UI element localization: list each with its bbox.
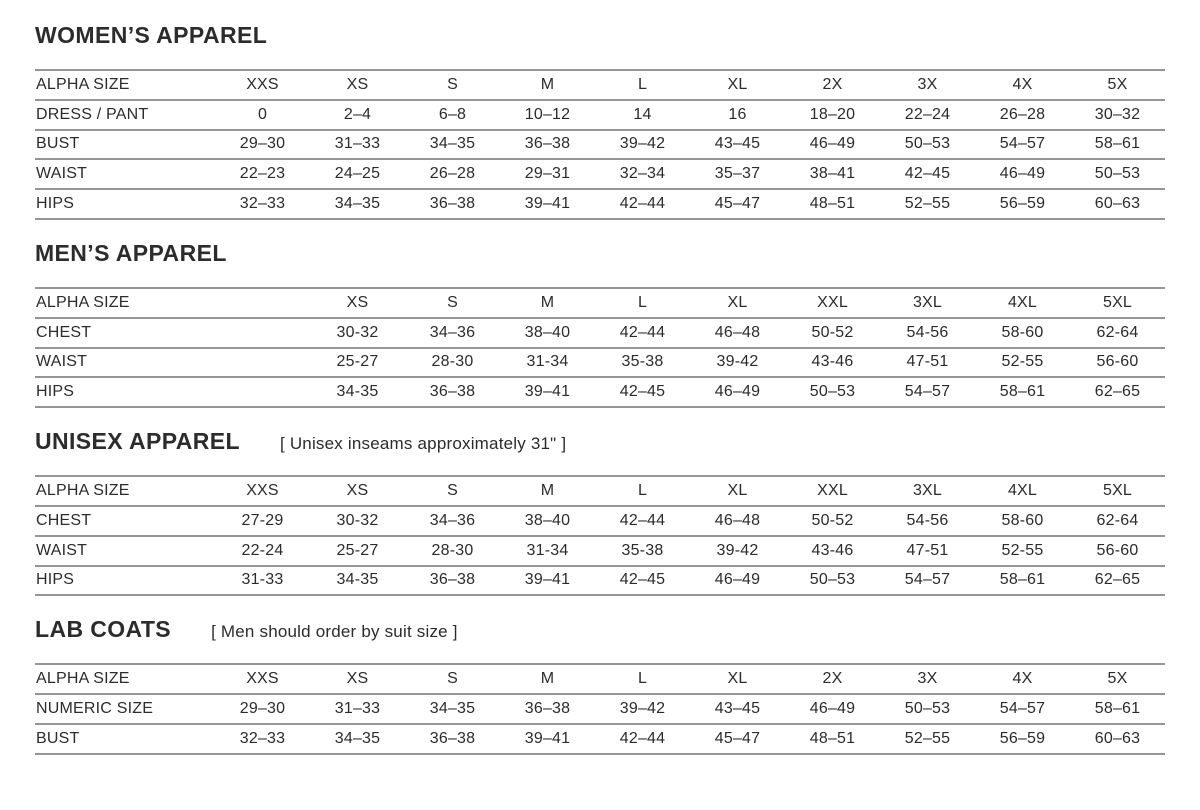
cell-value: S [405,664,500,694]
cell-value: 31-34 [500,348,595,378]
cell-value: XL [690,664,785,694]
cell-value: 62-64 [1070,318,1165,348]
cell-value: 62–65 [1070,566,1165,596]
cell-value: XXL [785,288,880,318]
cell-value: 32–33 [215,724,310,754]
cell-value: 48–51 [785,189,880,219]
cell-value: 14 [595,100,690,130]
cell-value: 34–35 [310,189,405,219]
cell-value: 62–65 [1070,377,1165,407]
cell-value: 43–45 [690,130,785,160]
table-row [35,70,1165,100]
lab-coats-table [35,663,1165,754]
cell-value: 22–24 [880,100,975,130]
section-header [35,24,1165,47]
cell-value: 36–38 [405,377,500,407]
cell-value: 18–20 [785,100,880,130]
table-row [35,100,1165,130]
row-label: HIPS [35,566,215,596]
cell-value: 3X [880,664,975,694]
section-mens-apparel [35,239,1165,408]
cell-value: 25-27 [310,536,405,566]
cell-value: XL [690,70,785,100]
cell-value [215,288,310,318]
cell-value: 36–38 [405,724,500,754]
cell-value: 56–59 [975,724,1070,754]
cell-value: 42–44 [595,318,690,348]
table-row [35,288,1165,318]
row-label: CHEST [35,318,215,348]
cell-value: 36–38 [500,130,595,160]
cell-value: 42–44 [595,189,690,219]
cell-value: XS [310,70,405,100]
cell-value: 42–45 [595,566,690,596]
cell-value: 50-52 [785,318,880,348]
cell-value: 50–53 [785,566,880,596]
cell-value: 46–48 [690,506,785,536]
cell-value: XS [310,288,405,318]
cell-value: 34-35 [310,566,405,596]
row-label: CHEST [35,506,215,536]
cell-value: 26–28 [405,159,500,189]
cell-value: S [405,288,500,318]
cell-value: L [595,664,690,694]
cell-value: 47-51 [880,536,975,566]
cell-value: L [595,476,690,506]
cell-value: 28-30 [405,348,500,378]
size-chart-page [35,0,1165,755]
cell-value: XS [310,476,405,506]
table-row [35,724,1165,754]
table-row [35,506,1165,536]
row-label: ALPHA SIZE [35,288,215,318]
cell-value: 46–49 [690,377,785,407]
cell-value: 54-56 [880,318,975,348]
cell-value: 34–36 [405,318,500,348]
cell-value: 10–12 [500,100,595,130]
section-title: MEN’S APPAREL [35,239,227,266]
cell-value: 4XL [975,476,1070,506]
cell-value: 62-64 [1070,506,1165,536]
cell-value: 32–33 [215,189,310,219]
cell-value: 31-33 [215,566,310,596]
cell-value: XXL [785,476,880,506]
cell-value: 42–45 [595,377,690,407]
section-unisex-apparel [35,430,1165,596]
row-label: ALPHA SIZE [35,70,215,100]
cell-value: 56-60 [1070,536,1165,566]
cell-value: 24–25 [310,159,405,189]
cell-value: 35-38 [595,536,690,566]
cell-value: 34–35 [405,130,500,160]
cell-value: 36–38 [500,694,595,724]
cell-value: 34–36 [405,506,500,536]
cell-value: 58-60 [975,506,1070,536]
cell-value: 4X [975,70,1070,100]
cell-value: XXS [215,476,310,506]
row-label: ALPHA SIZE [35,476,215,506]
cell-value: 26–28 [975,100,1070,130]
table-row [35,694,1165,724]
section-header [35,430,1165,453]
cell-value: 52–55 [880,724,975,754]
cell-value: 30-32 [310,318,405,348]
cell-value: 39-42 [690,348,785,378]
table-row [35,318,1165,348]
section-title: WOMEN’S APPAREL [35,22,268,48]
cell-value: 46–49 [975,159,1070,189]
cell-value: 56–59 [975,189,1070,219]
section-header [35,239,1165,266]
cell-value: 46–49 [690,566,785,596]
table-row [35,476,1165,506]
cell-value: 36–38 [405,566,500,596]
cell-value: 54–57 [880,566,975,596]
cell-value: 54–57 [975,694,1070,724]
cell-value: 39–42 [595,130,690,160]
table-row [35,536,1165,566]
cell-value: 6–8 [405,100,500,130]
cell-value: 39-42 [690,536,785,566]
cell-value: 22-24 [215,536,310,566]
cell-value: 3X [880,70,975,100]
cell-value: 43-46 [785,348,880,378]
row-label: DRESS / PANT [35,100,215,130]
cell-value: 32–34 [595,159,690,189]
table-row [35,377,1165,407]
cell-value: XL [690,476,785,506]
cell-value: 48–51 [785,724,880,754]
cell-value: 47-51 [880,348,975,378]
cell-value: 2–4 [310,100,405,130]
cell-value: 27-29 [215,506,310,536]
cell-value: 39–41 [500,724,595,754]
row-label: BUST [35,130,215,160]
row-label: ALPHA SIZE [35,664,215,694]
section-title: UNISEX APPAREL [35,428,240,455]
section-header [35,618,1165,641]
cell-value: 4XL [975,288,1070,318]
cell-value: M [500,664,595,694]
cell-value: 34-35 [310,377,405,407]
table-row [35,189,1165,219]
cell-value: 58–61 [975,566,1070,596]
cell-value: 50-52 [785,506,880,536]
cell-value: 45–47 [690,724,785,754]
cell-value: 50–53 [1070,159,1165,189]
row-label: WAIST [35,348,215,378]
cell-value: 58–61 [975,377,1070,407]
row-label: WAIST [35,536,215,566]
cell-value: S [405,476,500,506]
cell-value: 3XL [880,288,975,318]
cell-value: 58-60 [975,318,1070,348]
cell-value: 52–55 [880,189,975,219]
cell-value: 46–49 [785,130,880,160]
cell-value: 22–23 [215,159,310,189]
cell-value: XXS [215,70,310,100]
cell-value: S [405,70,500,100]
cell-value: 38–40 [500,318,595,348]
section-note: [ Unisex inseams approximately 31" ] [279,434,567,454]
cell-value: XS [310,664,405,694]
cell-value: 5XL [1070,288,1165,318]
cell-value: 60–63 [1070,189,1165,219]
cell-value: 42–44 [595,506,690,536]
row-label: NUMERIC SIZE [35,694,215,724]
cell-value: 30-32 [310,506,405,536]
cell-value: 30–32 [1070,100,1165,130]
cell-value: 45–47 [690,189,785,219]
cell-value: 34–35 [405,694,500,724]
cell-value: 29–31 [500,159,595,189]
cell-value: 35-38 [595,348,690,378]
cell-value: 16 [690,100,785,130]
cell-value: 60–63 [1070,724,1165,754]
cell-value: 39–41 [500,189,595,219]
cell-value: 5XL [1070,476,1165,506]
cell-value: 28-30 [405,536,500,566]
cell-value: 35–37 [690,159,785,189]
cell-value [215,318,310,348]
cell-value: M [500,70,595,100]
womens-apparel-table [35,69,1165,220]
cell-value: 2X [785,70,880,100]
cell-value: 2X [785,664,880,694]
cell-value: 31–33 [310,694,405,724]
cell-value [215,377,310,407]
cell-value: XL [690,288,785,318]
cell-value: 3XL [880,476,975,506]
cell-value: 54–57 [975,130,1070,160]
cell-value: 46–48 [690,318,785,348]
table-row [35,159,1165,189]
cell-value: L [595,70,690,100]
cell-value: 58–61 [1070,130,1165,160]
cell-value: 38–41 [785,159,880,189]
cell-value: 42–44 [595,724,690,754]
section-womens-apparel [35,24,1165,220]
cell-value: 43–45 [690,694,785,724]
section-title: LAB COATS [35,616,172,643]
cell-value: 50–53 [880,694,975,724]
cell-value: 43-46 [785,536,880,566]
row-label: HIPS [35,189,215,219]
cell-value: 31-34 [500,536,595,566]
cell-value: 34–35 [310,724,405,754]
cell-value: 56-60 [1070,348,1165,378]
table-row [35,130,1165,160]
cell-value: 5X [1070,70,1165,100]
cell-value: 42–45 [880,159,975,189]
cell-value: 39–41 [500,566,595,596]
cell-value: XXS [215,664,310,694]
row-label: HIPS [35,377,215,407]
cell-value: 50–53 [880,130,975,160]
cell-value: M [500,476,595,506]
cell-value: 25-27 [310,348,405,378]
section-note: [ Men should order by suit size ] [211,622,458,642]
row-label: BUST [35,724,215,754]
row-label: WAIST [35,159,215,189]
cell-value: M [500,288,595,318]
table-row [35,348,1165,378]
cell-value: 38–40 [500,506,595,536]
cell-value: 36–38 [405,189,500,219]
cell-value: L [595,288,690,318]
cell-value: 39–41 [500,377,595,407]
cell-value: 46–49 [785,694,880,724]
cell-value: 50–53 [785,377,880,407]
cell-value: 5X [1070,664,1165,694]
cell-value: 54-56 [880,506,975,536]
cell-value: 29–30 [215,694,310,724]
cell-value: 31–33 [310,130,405,160]
table-row [35,664,1165,694]
cell-value: 54–57 [880,377,975,407]
cell-value [215,348,310,378]
cell-value: 29–30 [215,130,310,160]
mens-apparel-table [35,287,1165,408]
cell-value: 52-55 [975,536,1070,566]
cell-value: 58–61 [1070,694,1165,724]
table-row [35,566,1165,596]
cell-value: 39–42 [595,694,690,724]
section-lab-coats [35,618,1165,754]
cell-value: 0 [215,100,310,130]
unisex-apparel-table [35,475,1165,596]
cell-value: 52-55 [975,348,1070,378]
cell-value: 4X [975,664,1070,694]
